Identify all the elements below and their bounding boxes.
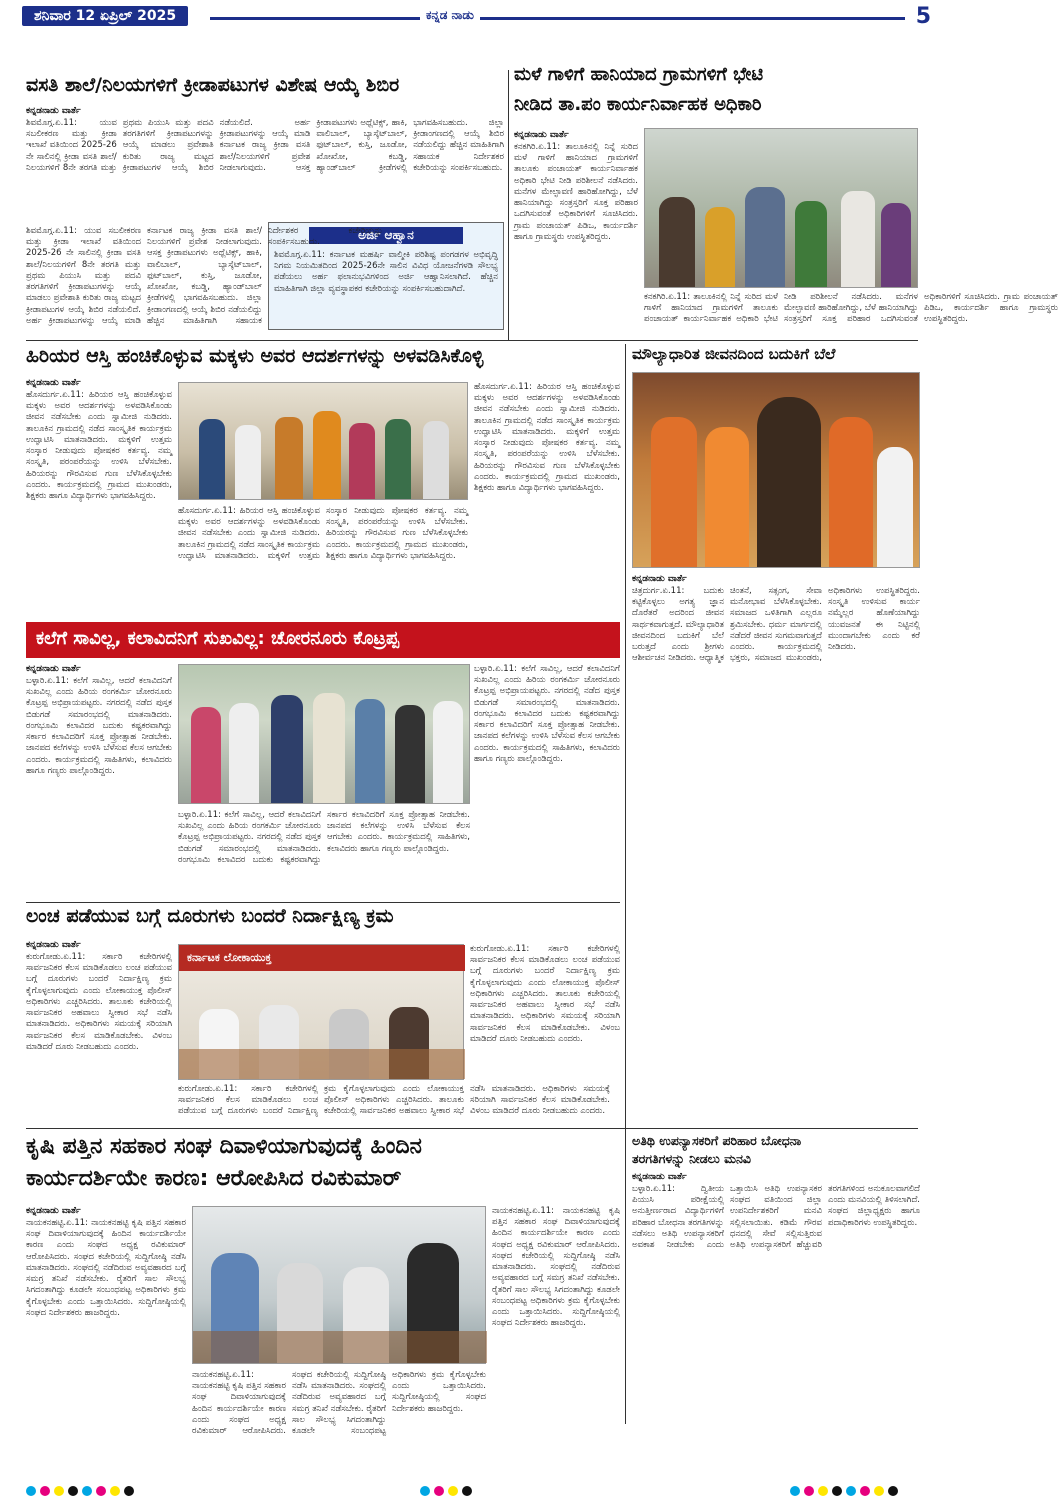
- rain-headline-line1: ಮಳೆ ಗಾಳಿಗೆ ಹಾನಿಯಾದ ಗ್ರಾಮಗಳಿಗೆ ಭೇಟಿ: [514, 64, 764, 85]
- art-byline: ಕನ್ನಡನಾಡು ವಾರ್ತೆ: [26, 664, 81, 674]
- bribe-byline: ಕನ್ನಡನಾಡು ವಾರ್ತೆ: [26, 940, 81, 950]
- coop-headline-line2: ಕಾರ್ಯದರ್ಶಿಯೇ ಕಾರಣ: ಆರೋಪಿಸಿದ ರವಿಕುಮಾರ್: [26, 1166, 402, 1191]
- registration-marks-right: [790, 1486, 898, 1496]
- sports-headline: ವಸತಿ ಶಾಲೆ/ನಿಲಯಗಳಿಗೆ ಕ್ರೀಡಾಪಟುಗಳ ವಿಶೇಷ ಆಯ್ಕೆ ಶಿಬಿರ: [26, 74, 400, 96]
- reg-dot: [54, 1486, 64, 1496]
- coop-photo: [192, 1206, 486, 1364]
- coop-body-bottom: ನಾಯಕನಹಟ್ಟಿ.ಏ.11: ನಾಯಕನಹಟ್ಟಿ ಕೃಷಿ ಪತ್ತಿನ ಸಹಕಾರ ಸಂಘ ದಿವಾಳಿಯಾಗುವುದಕ್ಕೆ ಹಿಂದಿನ ಕಾರ್ಯದರ್ಶಿಯೇ ಕಾರಣ ಎಂದು ಸಂಘದ ಅಧ್ಯಕ್ಷ ರವಿಕುಮಾರ್ ಆರೋಪಿಸಿದರು. ಸಂಘದ ಕಚೇರಿಯಲ್ಲಿ ಸುದ್ದಿಗೋಷ್ಠಿ ನಡೆಸಿ ಮಾತನಾಡಿದರು. ಸಂಘದಲ್ಲಿ ನಡೆದಿರುವ ಅವ್ಯವಹಾರದ ಬಗ್ಗೆ ಸಮಗ್ರ ತನಿಖೆ ನಡೆಸಬೇಕು. ರೈತರಿಗೆ ಸಾಲ ಸೌಲಭ್ಯ ಸಿಗದಂತಾಗಿದ್ದು ಕೂಡಲೇ ಸಂಬಂಧಪಟ್ಟ ಅಧಿಕಾರಿಗಳು ಕ್ರಮ ಕೈಗೊಳ್ಳಬೇಕು ಎಂದು ಒತ್ತಾಯಿಸಿದರು. ಸುದ್ದಿಗೋಷ್ಠಿಯಲ್ಲಿ ಸಂಘದ ನಿರ್ದೇಶಕರು ಹಾಜರಿದ್ದರು.: [192, 1370, 486, 1437]
- reg-dot: [832, 1486, 842, 1496]
- page-number: 5: [915, 4, 931, 29]
- guest-body: ಬಳ್ಳಾರಿ.ಏ.11: ದ್ವಿತೀಯ ಪಿಯುಸಿ ಪರೀಕ್ಷೆಯಲ್ಲಿ ಅನುತ್ತೀರ್ಣರಾದ ವಿದ್ಯಾರ್ಥಿಗಳಿಗೆ ಪರಿಹಾರ ಬೋಧನಾ ತರಗತಿಗಳನ್ನು ನಡೆಸಲು ಅತಿಥಿ ಉಪನ್ಯಾಸಕರಿಗೆ ಅವಕಾಶ ನೀಡಬೇಕು ಎಂದು ಒತ್ತಾಯಿಸಿ ಅತಿಥಿ ಉಪನ್ಯಾಸಕರ ಸಂಘದ ವತಿಯಿಂದ ಜಿಲ್ಲಾ ಉಪನಿರ್ದೇಶಕರಿಗೆ ಮನವಿ ಸಲ್ಲಿಸಲಾಯಿತು. ಕಡಿಮೆ ಗೌರವ ಧನದಲ್ಲಿ ಸೇವೆ ಸಲ್ಲಿಸುತ್ತಿರುವ ಅತಿಥಿ ಉಪನ್ಯಾಸಕರಿಗೆ ಹೆಚ್ಚುವರಿ ತರಗತಿಗಳಿಂದ ಅನುಕೂಲವಾಗಲಿದೆ ಎಂದು ಮನವಿಯಲ್ಲಿ ತಿಳಿಸಲಾಗಿದೆ. ಸಂಘದ ಜಿಲ್ಲಾಧ್ಯಕ್ಷರು ಹಾಗೂ ಪದಾಧಿಕಾರಿಗಳು ಉಪಸ್ಥಿತರಿದ್ದರು.: [632, 1184, 920, 1251]
- elders-photo: [178, 382, 468, 500]
- reg-dot: [96, 1486, 106, 1496]
- art-photo: [178, 664, 470, 804]
- reg-dot: [846, 1486, 856, 1496]
- registration-marks-center: [420, 1486, 472, 1496]
- rain-photo: [644, 128, 918, 288]
- guest-headline-line1: ಅತಿಥಿ ಉಪನ್ಯಾಸಕರಿಗೆ ಪರಿಹಾರ ಬೋಧನಾ: [632, 1133, 802, 1148]
- section-rule-2: [26, 902, 620, 903]
- bribe-body-bottom: ಕುರುಗೋಡು.ಏ.11: ಸರ್ಕಾರಿ ಕಚೇರಿಗಳಲ್ಲಿ ಸಾರ್ವಜನಿಕರ ಕೆಲಸ ಮಾಡಿಕೊಡಲು ಲಂಚ ಪಡೆಯುವ ಬಗ್ಗೆ ದೂರುಗಳು ಬಂದರೆ ನಿರ್ದಾಕ್ಷಿಣ್ಯ ಕ್ರಮ ಕೈಗೊಳ್ಳಲಾಗುವುದು ಎಂದು ಲೋಕಾಯುಕ್ತ ಪೊಲೀಸ್ ಅಧಿಕಾರಿಗಳು ಎಚ್ಚರಿಸಿದರು. ತಾಲೂಕು ಕಚೇರಿಯಲ್ಲಿ ಸಾರ್ವಜನಿಕರ ಅಹವಾಲು ಸ್ವೀಕಾರ ಸಭೆ ನಡೆಸಿ ಮಾತನಾಡಿದರು. ಅಧಿಕಾರಿಗಳು ಸಮಯಕ್ಕೆ ಸರಿಯಾಗಿ ಸಾರ್ವಜನಿಕರ ಕೆಲಸ ಮಾಡಿಕೊಡಬೇಕು. ವಿಳಂಬ ಮಾಡಿದರೆ ದೂರು ನೀಡಬಹುದು ಎಂದರು.: [178, 1084, 610, 1117]
- coop-headline-line1: ಕೃಷಿ ಪತ್ತಿನ ಸಹಕಾರ ಸಂಘ ದಿವಾಳಿಯಾಗುವುದಕ್ಕೆ ಹಿಂದಿನ: [26, 1134, 422, 1159]
- reg-dot: [124, 1486, 134, 1496]
- coop-byline: ಕನ್ನಡನಾಡು ವಾರ್ತೆ: [26, 1206, 81, 1216]
- issue-date: ಶನಿವಾರ 12 ಏಪ್ರಿಲ್ 2025: [22, 6, 188, 26]
- page-header: [0, 0, 945, 32]
- values-photo: [632, 372, 920, 568]
- art-headline: ಕಲೆಗೆ ಸಾವಿಲ್ಲ, ಕಲಾವಿದನಿಗೆ ಸುಖವಿಲ್ಲ: ಚೋರನೂರು ಕೊಟ್ರಪ್ಪ: [26, 622, 620, 658]
- registration-marks-left: [26, 1486, 134, 1496]
- reg-dot: [434, 1486, 444, 1496]
- coop-body-right: ನಾಯಕನಹಟ್ಟಿ.ಏ.11: ನಾಯಕನಹಟ್ಟಿ ಕೃಷಿ ಪತ್ತಿನ ಸಹಕಾರ ಸಂಘ ದಿವಾಳಿಯಾಗುವುದಕ್ಕೆ ಹಿಂದಿನ ಕಾರ್ಯದರ್ಶಿಯೇ ಕಾರಣ ಎಂದು ಸಂಘದ ಅಧ್ಯಕ್ಷ ರವಿಕುಮಾರ್ ಆರೋಪಿಸಿದರು. ಸಂಘದ ಕಚೇರಿಯಲ್ಲಿ ಸುದ್ದಿಗೋಷ್ಠಿ ನಡೆಸಿ ಮಾತನಾಡಿದರು. ಸಂಘದಲ್ಲಿ ನಡೆದಿರುವ ಅವ್ಯವಹಾರದ ಬಗ್ಗೆ ಸಮಗ್ರ ತನಿಖೆ ನಡೆಸಬೇಕು. ರೈತರಿಗೆ ಸಾಲ ಸೌಲಭ್ಯ ಸಿಗದಂತಾಗಿದ್ದು ಕೂಡಲೇ ಸಂಬಂಧಪಟ್ಟ ಅಧಿಕಾರಿಗಳು ಕ್ರಮ ಕೈಗೊಳ್ಳಬೇಕು ಎಂದು ಒತ್ತಾಯಿಸಿದರು. ಸುದ್ದಿಗೋಷ್ಠಿಯಲ್ಲಿ ಸಂಘದ ನಿರ್ದೇಶಕರು ಹಾಜರಿದ್ದರು.: [492, 1206, 620, 1329]
- column-rule: [508, 70, 509, 340]
- sports-body: ಶಿವಮೊಗ್ಗ.ಏ.11: ಯುವ ಸಬಲೀಕರಣ ಮತ್ತು ಕ್ರೀಡಾ ಇಲಾಖೆ ವತಿಯಿಂದ 2025-26 ನೇ ಸಾಲಿನಲ್ಲಿ ಕ್ರೀಡಾ ವಸತಿ ಶಾಲೆ/ನಿಲಯಗಳಿಗೆ 8ನೇ ತರಗತಿ ಮತ್ತು ಪ್ರಥಮ ಪಿಯುಸಿ ಮತ್ತು ಪದವಿ ತರಗತಿಗಳಿಗೆ ಕ್ರೀಡಾಪಟುಗಳನ್ನು ಆಯ್ಕೆ ಮಾಡಲು ಪ್ರವೇಶಾತಿ ಕುರಿತು ರಾಜ್ಯ ಮಟ್ಟದ ಕ್ರೀಡಾಪಟುಗಳ ಆಯ್ಕೆ ಶಿಬಿರ ನಡೆಯಲಿದೆ. ಅರ್ಹ ಕ್ರೀಡಾಪಟುಗಳನ್ನು ಆಯ್ಕೆ ಮಾಡಿ ಕರ್ನಾಟಕ ರಾಜ್ಯ ಕ್ರೀಡಾ ವಸತಿ ಶಾಲೆ/ನಿಲಯಗಳಿಗೆ ಪ್ರವೇಶ ನೀಡಲಾಗುವುದು. ಆಸಕ್ತ ಕ್ರೀಡಾಪಟುಗಳು ಅಥ್ಲೆಟಿಕ್ಸ್, ಹಾಕಿ, ವಾಲಿಬಾಲ್, ಬ್ಯಾಸ್ಕೆಟ್‌ಬಾಲ್, ಫುಟ್‌ಬಾಲ್, ಕುಸ್ತಿ, ಜೂಡೋ, ಖೋಖೋ, ಕಬಡ್ಡಿ, ಹ್ಯಾಂಡ್‌ಬಾಲ್ ಕ್ರೀಡೆಗಳಲ್ಲಿ ಭಾಗವಹಿಸಬಹುದು. ಜಿಲ್ಲಾ ಕ್ರೀಡಾಂಗಣದಲ್ಲಿ ಆಯ್ಕೆ ಶಿಬಿರ ನಡೆಯಲಿದ್ದು ಹೆಚ್ಚಿನ ಮಾಹಿತಿಗಾಗಿ ಸಹಾಯಕ ನಿರ್ದೇಶಕರ ಕಚೇರಿಯನ್ನು ಸಂಪರ್ಕಿಸಬಹುದು.: [26, 118, 504, 173]
- reg-dot: [818, 1486, 828, 1496]
- reg-dot: [110, 1486, 120, 1496]
- reg-dot: [420, 1486, 430, 1496]
- rain-byline: ಕನ್ನಡನಾಡು ವಾರ್ತೆ: [514, 130, 569, 140]
- reg-dot: [790, 1486, 800, 1496]
- notice-title: ಅರ್ಜಿ ಆಹ್ವಾನ: [309, 227, 463, 244]
- masthead: ಕನ್ನಡ ನಾಡು: [420, 8, 480, 23]
- reg-dot: [462, 1486, 472, 1496]
- reg-dot: [860, 1486, 870, 1496]
- art-body-bottom: ಬಳ್ಳಾರಿ.ಏ.11: ಕಲೆಗೆ ಸಾವಿಲ್ಲ, ಆದರೆ ಕಲಾವಿದನಿಗೆ ಸುಖವಿಲ್ಲ ಎಂದು ಹಿರಿಯ ರಂಗಕರ್ಮಿ ಚೋರನೂರು ಕೊಟ್ರಪ್ಪ ಅಭಿಪ್ರಾಯಪಟ್ಟರು. ನಗರದಲ್ಲಿ ನಡೆದ ಪುಸ್ತಕ ಬಿಡುಗಡೆ ಸಮಾರಂಭದಲ್ಲಿ ಮಾತನಾಡಿದರು. ರಂಗಭೂಮಿ ಕಲಾವಿದರ ಬದುಕು ಕಷ್ಟಕರವಾಗಿದ್ದು ಸರ್ಕಾರ ಕಲಾವಿದರಿಗೆ ಸೂಕ್ತ ಪ್ರೋತ್ಸಾಹ ನೀಡಬೇಕು. ಜಾನಪದ ಕಲೆಗಳನ್ನು ಉಳಿಸಿ ಬೆಳೆಸುವ ಕೆಲಸ ಆಗಬೇಕು ಎಂದರು. ಕಾರ್ಯಕ್ರಮದಲ್ಲಿ ಸಾಹಿತಿಗಳು, ಕಲಾವಿದರು ಹಾಗೂ ಗಣ್ಯರು ಪಾಲ್ಗೊಂಡಿದ್ದರು.: [178, 810, 470, 865]
- values-byline: ಕನ್ನಡನಾಡು ವಾರ್ತೆ: [632, 574, 687, 584]
- bribe-photo-banner: ಕರ್ನಾಟಕ ಲೋಕಾಯುಕ್ತ: [179, 945, 465, 971]
- reg-dot: [888, 1486, 898, 1496]
- header-rule: [210, 17, 905, 20]
- section-rule: [26, 340, 918, 341]
- elders-headline: ಹಿರಿಯರ ಆಸ್ತಿ ಹಂಚಿಕೊಳ್ಳುವ ಮಕ್ಕಳು ಅವರ ಆದರ್ಶಗಳನ್ನು ಅಳವಡಿಸಿಕೊಳ್ಳಿ: [26, 345, 484, 367]
- values-body: ಚಿತ್ರದುರ್ಗ.ಏ.11: ಬದುಕು ಕಟ್ಟಿಕೊಳ್ಳಲು ಅಗತ್ಯ ಜ್ಞಾನ ದೊರೆತರೆ ಅದರಿಂದ ಜೀವನ ಸಾರ್ಥಕವಾಗುತ್ತದೆ. ಮೌಲ್ಯಾಧಾರಿತ ಜೀವನದಿಂದ ಬದುಕಿಗೆ ಬೆಲೆ ಬರುತ್ತದೆ ಎಂದು ಶ್ರೀಗಳು ಆಶೀರ್ವಚನ ನೀಡಿದರು. ಆಧ್ಯಾತ್ಮಿಕ ಚಿಂತನೆ, ಸತ್ಸಂಗ, ಸೇವಾ ಮನೋಭಾವ ಬೆಳೆಸಿಕೊಳ್ಳಬೇಕು. ಸಮಾಜದ ಒಳಿತಿಗಾಗಿ ಎಲ್ಲರೂ ಶ್ರಮಿಸಬೇಕು. ಧರ್ಮ ಮಾರ್ಗದಲ್ಲಿ ನಡೆದರೆ ಜೀವನ ಸುಗಮವಾಗುತ್ತದೆ ಎಂದರು. ಕಾರ್ಯಕ್ರಮದಲ್ಲಿ ಭಕ್ತರು, ಸಮಾಜದ ಮುಖಂಡರು, ಅಧಿಕಾರಿಗಳು ಉಪಸ್ಥಿತರಿದ್ದರು. ಸಂಸ್ಕೃತಿ ಉಳಿಸುವ ಕಾರ್ಯ ನಮ್ಮೆಲ್ಲರ ಹೊಣೆಯಾಗಿದ್ದು ಯುವಜನತೆ ಈ ನಿಟ್ಟಿನಲ್ಲಿ ಮುಂದಾಗಬೇಕು ಎಂದು ಕರೆ ನೀಡಿದರು.: [632, 586, 920, 664]
- reg-dot: [874, 1486, 884, 1496]
- elders-body: ಹೊಸದುರ್ಗ.ಏ.11: ಹಿರಿಯರ ಆಸ್ತಿ ಹಂಚಿಕೊಳ್ಳುವ ಮಕ್ಕಳು ಅವರ ಆದರ್ಶಗಳನ್ನು ಅಳವಡಿಸಿಕೊಂಡು ಜೀವನ ನಡೆಸಬೇಕು ಎಂದು ಸ್ವಾಮೀಜಿ ನುಡಿದರು. ತಾಲೂಕಿನ ಗ್ರಾಮದಲ್ಲಿ ನಡೆದ ಸಾಂಸ್ಕೃತಿಕ ಕಾರ್ಯಕ್ರಮ ಉದ್ಘಾಟಿಸಿ ಮಾತನಾಡಿದರು. ಮಕ್ಕಳಿಗೆ ಉತ್ತಮ ಸಂಸ್ಕಾರ ನೀಡುವುದು ಪೋಷಕರ ಕರ್ತವ್ಯ. ನಮ್ಮ ಸಂಸ್ಕೃತಿ, ಪರಂಪರೆಯನ್ನು ಉಳಿಸಿ ಬೆಳೆಸಬೇಕು. ಹಿರಿಯರನ್ನು ಗೌರವಿಸುವ ಗುಣ ಬೆಳೆಸಿಕೊಳ್ಳಬೇಕು ಎಂದರು. ಕಾರ್ಯಕ್ರಮದಲ್ಲಿ ಗ್ರಾಮದ ಮುಖಂಡರು, ಶಿಕ್ಷಕರು ಹಾಗೂ ವಿದ್ಯಾರ್ಥಿಗಳು ಭಾಗವಹಿಸಿದ್ದರು.: [26, 390, 172, 501]
- reg-dot: [40, 1486, 50, 1496]
- reg-dot: [82, 1486, 92, 1496]
- sports-body-continued: ಶಿವಮೊಗ್ಗ.ಏ.11: ಯುವ ಸಬಲೀಕರಣ ಮತ್ತು ಕ್ರೀಡಾ ಇಲಾಖೆ ವತಿಯಿಂದ 2025-26 ನೇ ಸಾಲಿನಲ್ಲಿ ಕ್ರೀಡಾ ವಸತಿ ಶಾಲೆ/ನಿಲಯಗಳಿಗೆ 8ನೇ ತರಗತಿ ಮತ್ತು ಪ್ರಥಮ ಪಿಯುಸಿ ಮತ್ತು ಪದವಿ ತರಗತಿಗಳಿಗೆ ಕ್ರೀಡಾಪಟುಗಳನ್ನು ಆಯ್ಕೆ ಮಾಡಲು ಪ್ರವೇಶಾತಿ ಕುರಿತು ರಾಜ್ಯ ಮಟ್ಟದ ಕ್ರೀಡಾಪಟುಗಳ ಆಯ್ಕೆ ಶಿಬಿರ ನಡೆಯಲಿದೆ. ಅರ್ಹ ಕ್ರೀಡಾಪಟುಗಳನ್ನು ಆಯ್ಕೆ ಮಾಡಿ ಕರ್ನಾಟಕ ರಾಜ್ಯ ಕ್ರೀಡಾ ವಸತಿ ಶಾಲೆ/ನಿಲಯಗಳಿಗೆ ಪ್ರವೇಶ ನೀಡಲಾಗುವುದು. ಆಸಕ್ತ ಕ್ರೀಡಾಪಟುಗಳು ಅಥ್ಲೆಟಿಕ್ಸ್, ಹಾಕಿ, ವಾಲಿಬಾಲ್, ಬ್ಯಾಸ್ಕೆಟ್‌ಬಾಲ್, ಫುಟ್‌ಬಾಲ್, ಕುಸ್ತಿ, ಜೂಡೋ, ಖೋಖೋ, ಕಬಡ್ಡಿ, ಹ್ಯಾಂಡ್‌ಬಾಲ್ ಕ್ರೀಡೆಗಳಲ್ಲಿ ಭಾಗವಹಿಸಬಹುದು. ಜಿಲ್ಲಾ ಕ್ರೀಡಾಂಗಣದಲ್ಲಿ ಆಯ್ಕೆ ಶಿಬಿರ ನಡೆಯಲಿದ್ದು ಹೆಚ್ಚಿನ ಮಾಹಿತಿಗಾಗಿ ಸಹಾಯಕ: [26, 226, 262, 326]
- bribe-photo: [178, 944, 464, 1080]
- elders-body-right: ಹೊಸದುರ್ಗ.ಏ.11: ಹಿರಿಯರ ಆಸ್ತಿ ಹಂಚಿಕೊಳ್ಳುವ ಮಕ್ಕಳು ಅವರ ಆದರ್ಶಗಳನ್ನು ಅಳವಡಿಸಿಕೊಂಡು ಜೀವನ ನಡೆಸಬೇಕು ಎಂದು ಸ್ವಾಮೀಜಿ ನುಡಿದರು. ತಾಲೂಕಿನ ಗ್ರಾಮದಲ್ಲಿ ನಡೆದ ಸಾಂಸ್ಕೃತಿಕ ಕಾರ್ಯಕ್ರಮ ಉದ್ಘಾಟಿಸಿ ಮಾತನಾಡಿದರು. ಮಕ್ಕಳಿಗೆ ಉತ್ತಮ ಸಂಸ್ಕಾರ ನೀಡುವುದು ಪೋಷಕರ ಕರ್ತವ್ಯ. ನಮ್ಮ ಸಂಸ್ಕೃತಿ, ಪರಂಪರೆಯನ್ನು ಉಳಿಸಿ ಬೆಳೆಸಬೇಕು. ಹಿರಿಯರನ್ನು ಗೌರವಿಸುವ ಗುಣ ಬೆಳೆಸಿಕೊಳ್ಳಬೇಕು ಎಂದರು. ಕಾರ್ಯಕ್ರಮದಲ್ಲಿ ಗ್ರಾಮದ ಮುಖಂಡರು, ಶಿಕ್ಷಕರು ಹಾಗೂ ವಿದ್ಯಾರ್ಥಿಗಳು ಭಾಗವಹಿಸಿದ್ದರು.: [474, 382, 620, 493]
- rain-body: ಕನಕಗಿರಿ.ಏ.11: ತಾಲೂಕಿನಲ್ಲಿ ನಿನ್ನೆ ಸುರಿದ ಮಳೆ ಗಾಳಿಗೆ ಹಾನಿಯಾದ ಗ್ರಾಮಗಳಿಗೆ ತಾಲೂಕು ಪಂಚಾಯತ್ ಕಾರ್ಯನಿರ್ವಾಹಕ ಅಧಿಕಾರಿ ಭೇಟಿ ನೀಡಿ ಪರಿಶೀಲನೆ ನಡೆಸಿದರು. ಮನೆಗಳ ಮೇಲ್ಛಾವಣಿ ಹಾರಿಹೋಗಿದ್ದು, ಬೆಳೆ ಹಾನಿಯಾಗಿದ್ದು ಸಂತ್ರಸ್ತರಿಗೆ ಸೂಕ್ತ ಪರಿಹಾರ ಒದಗಿಸುವಂತೆ ಅಧಿಕಾರಿಗಳಿಗೆ ಸೂಚಿಸಿದರು. ಗ್ರಾಮ ಪಂಚಾಯತ್ ಪಿಡಿಒ, ಕಾರ್ಯದರ್ಶಿ ಹಾಗೂ ಗ್ರಾಮಸ್ಥರು ಉಪಸ್ಥಿತರಿದ್ದರು.: [514, 142, 638, 242]
- rain-body-continued: ಕನಕಗಿರಿ.ಏ.11: ತಾಲೂಕಿನಲ್ಲಿ ನಿನ್ನೆ ಸುರಿದ ಮಳೆ ಗಾಳಿಗೆ ಹಾನಿಯಾದ ಗ್ರಾಮಗಳಿಗೆ ತಾಲೂಕು ಪಂಚಾಯತ್ ಕಾರ್ಯನಿರ್ವಾಹಕ ಅಧಿಕಾರಿ ಭೇಟಿ ನೀಡಿ ಪರಿಶೀಲನೆ ನಡೆಸಿದರು. ಮನೆಗಳ ಮೇಲ್ಛಾವಣಿ ಹಾರಿಹೋಗಿದ್ದು, ಬೆಳೆ ಹಾನಿಯಾಗಿದ್ದು ಸಂತ್ರಸ್ತರಿಗೆ ಸೂಕ್ತ ಪರಿಹಾರ ಒದಗಿಸುವಂತೆ ಅಧಿಕಾರಿಗಳಿಗೆ ಸೂಚಿಸಿದರು. ಗ್ರಾಮ ಪಂಚಾಯತ್ ಪಿಡಿಒ, ಕಾರ್ಯದರ್ಶಿ ಹಾಗೂ ಗ್ರಾಮಸ್ಥರು ಉಪಸ್ಥಿತರಿದ್ದರು.: [644, 292, 1058, 325]
- values-headline: ಮೌಲ್ಯಾಧಾರಿತ ಜೀವನದಿಂದ ಬದುಕಿಗೆ ಬೆಲೆ: [632, 345, 836, 363]
- guest-byline: ಕನ್ನಡನಾಡು ವಾರ್ತೆ: [632, 1172, 687, 1182]
- reg-dot: [448, 1486, 458, 1496]
- elders-byline: ಕನ್ನಡನಾಡು ವಾರ್ತೆ: [26, 378, 81, 388]
- reg-dot: [804, 1486, 814, 1496]
- bribe-body: ಕುರುಗೋಡು.ಏ.11: ಸರ್ಕಾರಿ ಕಚೇರಿಗಳಲ್ಲಿ ಸಾರ್ವಜನಿಕರ ಕೆಲಸ ಮಾಡಿಕೊಡಲು ಲಂಚ ಪಡೆಯುವ ಬಗ್ಗೆ ದೂರುಗಳು ಬಂದರೆ ನಿರ್ದಾಕ್ಷಿಣ್ಯ ಕ್ರಮ ಕೈಗೊಳ್ಳಲಾಗುವುದು ಎಂದು ಲೋಕಾಯುಕ್ತ ಪೊಲೀಸ್ ಅಧಿಕಾರಿಗಳು ಎಚ್ಚರಿಸಿದರು. ತಾಲೂಕು ಕಚೇರಿಯಲ್ಲಿ ಸಾರ್ವಜನಿಕರ ಅಹವಾಲು ಸ್ವೀಕಾರ ಸಭೆ ನಡೆಸಿ ಮಾತನಾಡಿದರು. ಅಧಿಕಾರಿಗಳು ಸಮಯಕ್ಕೆ ಸರಿಯಾಗಿ ಸಾರ್ವಜನಿಕರ ಕೆಲಸ ಮಾಡಿಕೊಡಬೇಕು. ವಿಳಂಬ ಮಾಡಿದರೆ ದೂರು ನೀಡಬಹುದು ಎಂದರು.: [26, 952, 172, 1052]
- notice-body: ಶಿವಮೊಗ್ಗ.ಏ.11: ಕರ್ನಾಟಕ ಮಹರ್ಷಿ ವಾಲ್ಮೀಕಿ ಪರಿಶಿಷ್ಟ ಪಂಗಡಗಳ ಅಭಿವೃದ್ಧಿ ನಿಗಮ ನಿಯಮಿತದಿಂದ 2025-26ನೇ ಸಾಲಿನ ವಿವಿಧ ಯೋಜನೆಗಳಡಿ ಸೌಲಭ್ಯ ಪಡೆಯಲು ಅರ್ಹ ಫಲಾನುಭವಿಗಳಿಂದ ಅರ್ಜಿ ಆಹ್ವಾನಿಸಲಾಗಿದೆ. ಹೆಚ್ಚಿನ ಮಾಹಿತಿಗಾಗಿ ಜಿಲ್ಲಾ ವ್ಯವಸ್ಥಾಪಕರ ಕಚೇರಿಯನ್ನು ಸಂಪರ್ಕಿಸಬಹುದಾಗಿದೆ.: [274, 250, 498, 294]
- art-body: ಬಳ್ಳಾರಿ.ಏ.11: ಕಲೆಗೆ ಸಾವಿಲ್ಲ, ಆದರೆ ಕಲಾವಿದನಿಗೆ ಸುಖವಿಲ್ಲ ಎಂದು ಹಿರಿಯ ರಂಗಕರ್ಮಿ ಚೋರನೂರು ಕೊಟ್ರಪ್ಪ ಅಭಿಪ್ರಾಯಪಟ್ಟರು. ನಗರದಲ್ಲಿ ನಡೆದ ಪುಸ್ತಕ ಬಿಡುಗಡೆ ಸಮಾರಂಭದಲ್ಲಿ ಮಾತನಾಡಿದರು. ರಂಗಭೂಮಿ ಕಲಾವಿದರ ಬದುಕು ಕಷ್ಟಕರವಾಗಿದ್ದು ಸರ್ಕಾರ ಕಲಾವಿದರಿಗೆ ಸೂಕ್ತ ಪ್ರೋತ್ಸಾಹ ನೀಡಬೇಕು. ಜಾನಪದ ಕಲೆಗಳನ್ನು ಉಳಿಸಿ ಬೆಳೆಸುವ ಕೆಲಸ ಆಗಬೇಕು ಎಂದರು. ಕಾರ್ಯಕ್ರಮದಲ್ಲಿ ಸಾಹಿತಿಗಳು, ಕಲಾವಿದರು ಹಾಗೂ ಗಣ್ಯರು ಪಾಲ್ಗೊಂಡಿದ್ದರು.: [26, 676, 172, 776]
- elders-body-bottom: ಹೊಸದುರ್ಗ.ಏ.11: ಹಿರಿಯರ ಆಸ್ತಿ ಹಂಚಿಕೊಳ್ಳುವ ಮಕ್ಕಳು ಅವರ ಆದರ್ಶಗಳನ್ನು ಅಳವಡಿಸಿಕೊಂಡು ಜೀವನ ನಡೆಸಬೇಕು ಎಂದು ಸ್ವಾಮೀಜಿ ನುಡಿದರು. ತಾಲೂಕಿನ ಗ್ರಾಮದಲ್ಲಿ ನಡೆದ ಸಾಂಸ್ಕೃತಿಕ ಕಾರ್ಯಕ್ರಮ ಉದ್ಘಾಟಿಸಿ ಮಾತನಾಡಿದರು. ಮಕ್ಕಳಿಗೆ ಉತ್ತಮ ಸಂಸ್ಕಾರ ನೀಡುವುದು ಪೋಷಕರ ಕರ್ತವ್ಯ. ನಮ್ಮ ಸಂಸ್ಕೃತಿ, ಪರಂಪರೆಯನ್ನು ಉಳಿಸಿ ಬೆಳೆಸಬೇಕು. ಹಿರಿಯರನ್ನು ಗೌರವಿಸುವ ಗುಣ ಬೆಳೆಸಿಕೊಳ್ಳಬೇಕು ಎಂದರು. ಕಾರ್ಯಕ್ರಮದಲ್ಲಿ ಗ್ರಾಮದ ಮುಖಂಡರು, ಶಿಕ್ಷಕರು ಹಾಗೂ ವಿದ್ಯಾರ್ಥಿಗಳು ಭಾಗವಹಿಸಿದ್ದರು.: [178, 506, 468, 561]
- coop-body: ನಾಯಕನಹಟ್ಟಿ.ಏ.11: ನಾಯಕನಹಟ್ಟಿ ಕೃಷಿ ಪತ್ತಿನ ಸಹಕಾರ ಸಂಘ ದಿವಾಳಿಯಾಗುವುದಕ್ಕೆ ಹಿಂದಿನ ಕಾರ್ಯದರ್ಶಿಯೇ ಕಾರಣ ಎಂದು ಸಂಘದ ಅಧ್ಯಕ್ಷ ರವಿಕುಮಾರ್ ಆರೋಪಿಸಿದರು. ಸಂಘದ ಕಚೇರಿಯಲ್ಲಿ ಸುದ್ದಿಗೋಷ್ಠಿ ನಡೆಸಿ ಮಾತನಾಡಿದರು. ಸಂಘದಲ್ಲಿ ನಡೆದಿರುವ ಅವ್ಯವಹಾರದ ಬಗ್ಗೆ ಸಮಗ್ರ ತನಿಖೆ ನಡೆಸಬೇಕು. ರೈತರಿಗೆ ಸಾಲ ಸೌಲಭ್ಯ ಸಿಗದಂತಾಗಿದ್ದು ಕೂಡಲೇ ಸಂಬಂಧಪಟ್ಟ ಅಧಿಕಾರಿಗಳು ಕ್ರಮ ಕೈಗೊಳ್ಳಬೇಕು ಎಂದು ಒತ್ತಾಯಿಸಿದರು. ಸುದ್ದಿಗೋಷ್ಠಿಯಲ್ಲಿ ಸಂಘದ ನಿರ್ದೇಶಕರು ಹಾಜರಿದ್ದರು.: [26, 1218, 186, 1318]
- reg-dot: [68, 1486, 78, 1496]
- guest-headline-line2: ತರಗತಿಗಳನ್ನು ನೀಡಲು ಮನವಿ: [632, 1151, 751, 1166]
- section-rule-3: [26, 1128, 918, 1129]
- sports-byline: ಕನ್ನಡನಾಡು ವಾರ್ತೆ: [26, 106, 81, 116]
- bribe-headline: ಲಂಚ ಪಡೆಯುವ ಬಗ್ಗೆ ದೂರುಗಳು ಬಂದರೆ ನಿರ್ದಾಕ್ಷಿಣ್ಯ ಕ್ರಮ: [26, 905, 394, 927]
- rain-headline-line2: ನೀಡಿದ ತಾ.ಪಂ ಕಾರ್ಯನಿರ್ವಾಹಕ ಅಧಿಕಾರಿ: [514, 94, 762, 115]
- reg-dot: [26, 1486, 36, 1496]
- art-body-right: ಬಳ್ಳಾರಿ.ಏ.11: ಕಲೆಗೆ ಸಾವಿಲ್ಲ, ಆದರೆ ಕಲಾವಿದನಿಗೆ ಸುಖವಿಲ್ಲ ಎಂದು ಹಿರಿಯ ರಂಗಕರ್ಮಿ ಚೋರನೂರು ಕೊಟ್ರಪ್ಪ ಅಭಿಪ್ರಾಯಪಟ್ಟರು. ನಗರದಲ್ಲಿ ನಡೆದ ಪುಸ್ತಕ ಬಿಡುಗಡೆ ಸಮಾರಂಭದಲ್ಲಿ ಮಾತನಾಡಿದರು. ರಂಗಭೂಮಿ ಕಲಾವಿದರ ಬದುಕು ಕಷ್ಟಕರವಾಗಿದ್ದು ಸರ್ಕಾರ ಕಲಾವಿದರಿಗೆ ಸೂಕ್ತ ಪ್ರೋತ್ಸಾಹ ನೀಡಬೇಕು. ಜಾನಪದ ಕಲೆಗಳನ್ನು ಉಳಿಸಿ ಬೆಳೆಸುವ ಕೆಲಸ ಆಗಬೇಕು ಎಂದರು. ಕಾರ್ಯಕ್ರಮದಲ್ಲಿ ಸಾಹಿತಿಗಳು, ಕಲಾವಿದರು ಹಾಗೂ ಗಣ್ಯರು ಪಾಲ್ಗೊಂಡಿದ್ದರು.: [474, 664, 620, 764]
- bribe-body-right: ಕುರುಗೋಡು.ಏ.11: ಸರ್ಕಾರಿ ಕಚೇರಿಗಳಲ್ಲಿ ಸಾರ್ವಜನಿಕರ ಕೆಲಸ ಮಾಡಿಕೊಡಲು ಲಂಚ ಪಡೆಯುವ ಬಗ್ಗೆ ದೂರುಗಳು ಬಂದರೆ ನಿರ್ದಾಕ್ಷಿಣ್ಯ ಕ್ರಮ ಕೈಗೊಳ್ಳಲಾಗುವುದು ಎಂದು ಲೋಕಾಯುಕ್ತ ಪೊಲೀಸ್ ಅಧಿಕಾರಿಗಳು ಎಚ್ಚರಿಸಿದರು. ತಾಲೂಕು ಕಚೇರಿಯಲ್ಲಿ ಸಾರ್ವಜನಿಕರ ಅಹವಾಲು ಸ್ವೀಕಾರ ಸಭೆ ನಡೆಸಿ ಮಾತನಾಡಿದರು. ಅಧಿಕಾರಿಗಳು ಸಮಯಕ್ಕೆ ಸರಿಯಾಗಿ ಸಾರ್ವಜನಿಕರ ಕೆಲಸ ಮಾಡಿಕೊಡಬೇಕು. ವಿಳಂಬ ಮಾಡಿದರೆ ದೂರು ನೀಡಬಹುದು ಎಂದರು.: [470, 944, 620, 1044]
- column-rule-right: [625, 344, 626, 1424]
